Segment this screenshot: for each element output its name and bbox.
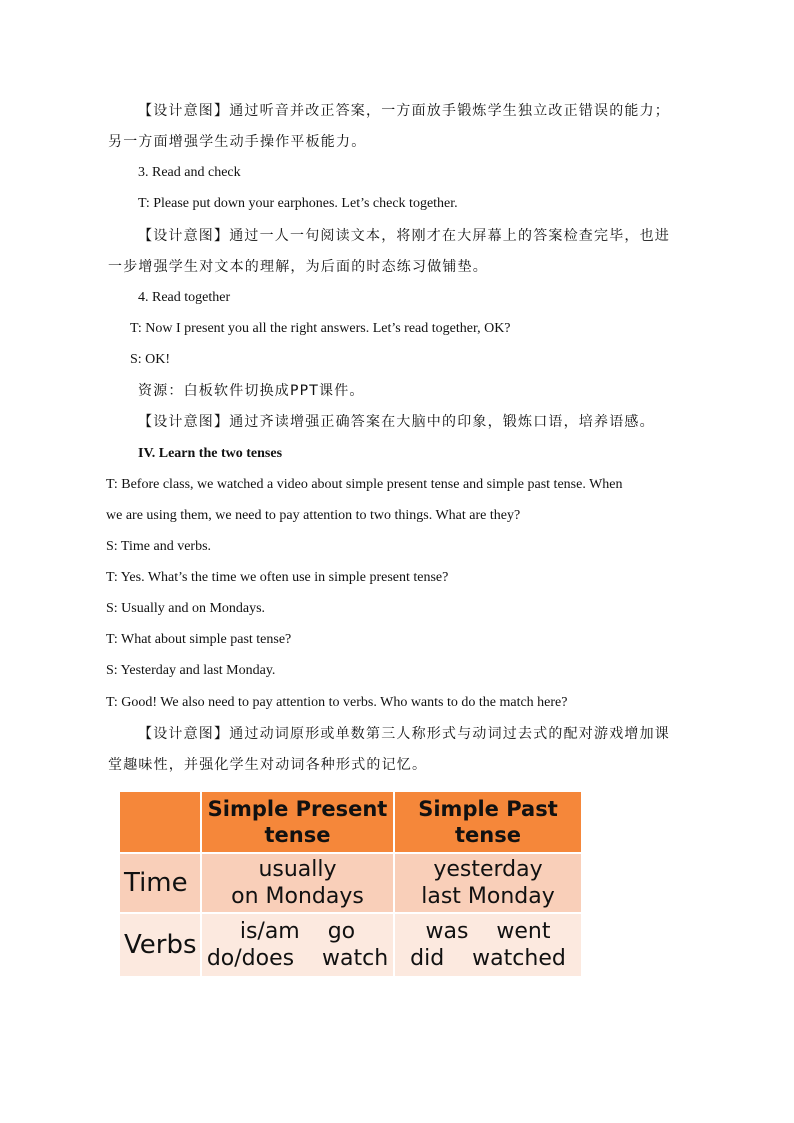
row-header-time: Time (120, 852, 202, 912)
cell-text: do/does watch (206, 946, 389, 971)
dialogue-line: S: OK! (130, 352, 171, 367)
column-header-past (395, 792, 581, 852)
cell-text: was went (425, 919, 551, 944)
cell-text: is/am go (239, 919, 356, 944)
design-intent-paragraph: 【设计意图】通过齐读增强正确答案在大脑中的印象，锻炼口语，培养语感。 (138, 414, 655, 430)
dialogue-line: T: Please put down your earphones. Let’s check together. (138, 196, 458, 211)
column-header-text: tense (455, 823, 521, 847)
resource-note: 资源：白板软件切换成PPT课件。 (138, 383, 365, 399)
tenses-table (120, 792, 581, 976)
dialogue-line: S: Usually and on Mondays. (106, 601, 266, 616)
dialogue-line: T: What about simple past tense? (106, 632, 292, 647)
section-heading: IV. Learn the two tenses (138, 446, 283, 461)
dialogue-line: S: Yesterday and last Monday. (106, 663, 276, 678)
dialogue-line: T: Yes. What’s the time we often use in simple present tense? (106, 570, 449, 585)
column-header-text: Simple Present (207, 797, 388, 821)
cell-text: on Mondays (231, 884, 364, 909)
table-cell (202, 912, 395, 976)
table-row (120, 912, 581, 976)
table-corner-cell (120, 792, 202, 852)
dialogue-line: T: Now I present you all the right answers. Let’s read together, OK? (130, 321, 511, 336)
column-header-present (202, 792, 395, 852)
design-intent-paragraph: 【设计意图】通过听音并改正答案，一方面放手锻炼学生独立改正错误的能力； (138, 103, 670, 119)
cell-text: usually (258, 857, 337, 882)
dialogue-line: T: Good! We also need to pay attention to verbs. Who wants to do the match here? (106, 695, 568, 710)
design-intent-paragraph-cont: 另一方面增强学生动手操作平板能力。 (108, 134, 367, 150)
design-intent-paragraph: 【设计意图】通过一人一句阅读文本，将刚才在大屏幕上的答案检查完毕，也进 (138, 228, 670, 244)
step-heading: 4. Read together (138, 290, 231, 305)
table-header-row (120, 792, 581, 852)
cell-text: did watched (410, 946, 566, 971)
column-header-text: Simple Past (418, 797, 558, 821)
dialogue-line: T: Before class, we watched a video about simple present tense and simple past tense. When (106, 477, 623, 492)
design-intent-paragraph-cont: 堂趣味性，并强化学生对动词各种形式的记忆。 (108, 757, 428, 773)
dialogue-line: S: Time and verbs. (106, 539, 212, 554)
dialogue-line-cont: we are using them, we need to pay attention to two things. What are they? (106, 508, 521, 523)
design-intent-paragraph: 【设计意图】通过动词原形或单数第三人称形式与动词过去式的配对游戏增加课 (138, 726, 670, 742)
table-cell (202, 852, 395, 912)
cell-text: last Monday (421, 884, 555, 909)
column-header-text: tense (264, 823, 331, 847)
design-intent-paragraph-cont: 一步增强学生对文本的理解，为后面的时态练习做铺垫。 (108, 259, 488, 275)
cell-text: yesterday (433, 857, 543, 882)
row-header-verbs: Verbs (120, 912, 202, 976)
table-cell (395, 912, 581, 976)
table-cell (395, 852, 581, 912)
step-heading: 3. Read and check (138, 165, 241, 180)
table-row (120, 852, 581, 912)
